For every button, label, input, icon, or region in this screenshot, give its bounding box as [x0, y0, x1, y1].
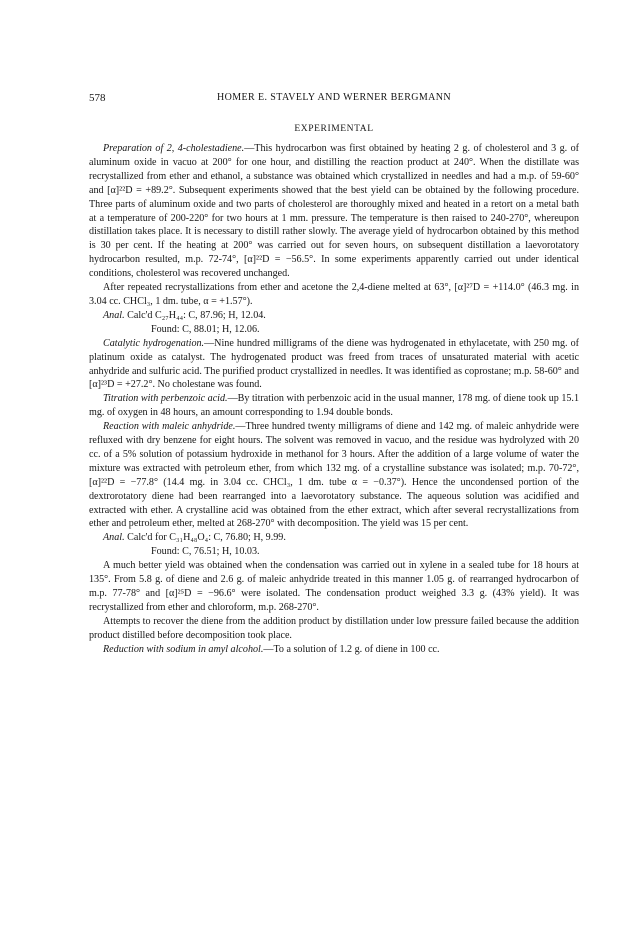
- paragraph-lead: Anal.: [103, 532, 125, 544]
- paragraph: [89, 142, 579, 281]
- paragraph-text: A much better yield was obtained when the condensation was carried out in xylene in a sealed tube for 18 hours at 135°. From 5.8 g. of diene and 2.6 g. of maleic anhydride treated in this manner 1.05 g. of rearranged hydrocarbon of m.p. 77-78° and [α]²⁵D = −96.6° were isolated. The condensation product weighed 3.3 g. (43% yield). It was recrystallized from ether and chloroform, m.p. 268-270°.: [89, 560, 579, 613]
- paragraph-lead: Titration with perbenzoic acid.: [103, 393, 228, 405]
- paragraph-lead: Preparation of 2, 4-cholestadiene.: [103, 143, 245, 154]
- paragraph: [89, 309, 579, 323]
- page-header: [89, 92, 579, 106]
- section-title: EXPERIMENTAL: [294, 124, 374, 134]
- paragraph-lead: Catalytic hydrogenation.: [103, 337, 205, 349]
- running-head: HOMER E. STAVELY AND WERNER BERGMANN: [216, 92, 452, 103]
- paragraph: [89, 420, 579, 531]
- paragraph-lead: Reduction with sodium in amyl alcohol.: [103, 643, 264, 655]
- paragraph-text: Found: C, 76.51; H, 10.03.: [151, 546, 260, 558]
- paragraph-lead: Reaction with maleic anhydride.: [103, 421, 236, 433]
- paragraph-text: —Nine hundred milligrams of the diene was hydrogenated in ethylacetate, with 250 mg. of platinum oxide as catalyst. The hydrogenated product was freed from traces of unsaturated material with acetic anhydride and sulfuric acid. The purified product crystallized in needles. It was identified as coprostane; m.p. 58-60° and [α]²³D = +27.2°. No cholestane was found.: [89, 337, 579, 391]
- paragraph: [89, 643, 579, 657]
- paragraph: [89, 615, 579, 643]
- body-text: [89, 142, 579, 657]
- paragraph: [89, 337, 579, 393]
- paragraph: [89, 323, 579, 337]
- paragraph-text: Attempts to recover the diene from the addition product by distillation under low pressure failed because the addition product distilled before decomposition took place.: [89, 615, 579, 641]
- paragraph-lead: Anal.: [103, 309, 125, 321]
- paragraph-text: Found: C, 88.01; H, 12.06.: [151, 323, 260, 335]
- paragraph: [89, 531, 579, 545]
- page-number: 578: [89, 92, 106, 104]
- paragraph: [89, 392, 579, 420]
- paragraph: [89, 281, 579, 309]
- paragraph-text: —To a solution of 1.2 g. of diene in 100 cc.: [263, 643, 440, 655]
- paragraph-text: Calc'd for C₃₁H₄₈O₄: C, 76.80; H, 9.99.: [124, 532, 286, 544]
- paragraph: [89, 559, 579, 615]
- paragraph-text: —By titration with perbenzoic acid in the usual manner, 178 mg. of diene took up 15.1 mg. of oxygen in 48 hours, an amount corresponding to 1.94 double bonds.: [89, 393, 579, 419]
- paragraph-text: Calc'd C₂₇H₄₄: C, 87.96; H, 12.04.: [124, 309, 266, 321]
- paragraph-text: After repeated recrystallizations from ether and acetone the 2,4-diene melted at 63°, [α]²⁷D = +114.0° (46.3 mg. in 3.04 cc. CHCl₃, 1 dm. tube, α = +1.57°).: [89, 282, 579, 307]
- paragraph-text: —Three hundred twenty milligrams of diene and 142 mg. of maleic anhydride were refluxed with dry benzene for eight hours. The solvent was removed in vacuo, and the residue was hydrolyzed with 20 cc. of a 5% solution of potassium hydroxide in methanol for 3 hours. After the addition of a large volume of water the mixture was extracted with petroleum ether, from which 132 mg. of a crystalline substance was isolated; m.p. 70-72°, [α]²²D = −77.8° (14.4 mg. in 3.04 cc. CHCl₃, 1 dm. tube α = −0.37°). Hence the uncondensed portion of the dextrorotatory diene had been rearranged into a laevorotatory substance. The aqueous solution was acidified and extracted with ether. A crystalline acid was obtained from the ether extract, which after several recrystallizations from ether and petroleum ether, melted at 268-270° with decomposition. The yield was 15 per cent.: [89, 421, 579, 530]
- paragraph: [89, 545, 579, 559]
- paragraph-text: —This hydrocarbon was first obtained by heating 2 g. of cholesterol and 3 g. of aluminum oxide in vacuo at 200° for one hour, and distilling the reaction product at 240°. When the distillate was recrystallized from ether and ethanol, a substance was obtained which crystallized in needles and had a m.p. of 59-60° and [α]²²D = +89.2°. Subsequent experiments showed that the best yield can be obtained by the following procedure. Three parts of aluminum oxide and two parts of cholesterol are thoroughly mixed and heated in a retort on a metal bath at a temperature of 200-220° for two hours at 1 mm. pressure. The temperature is then raised to 240-270°, whereupon distillation takes place. It is necessary to distill rather slowly. The average yield of hydrocarbon obtained by this method is 30 per cent. If the heating at 200° was carried out for seven hours, on subsequent distillation a laevorotatory hydrocarbon resulted, m.p. 72-74°, [α]²²D = −56.5°. In some experiments apparently carried out under identical conditions, cholesterol was recovered unchanged.: [89, 143, 579, 280]
